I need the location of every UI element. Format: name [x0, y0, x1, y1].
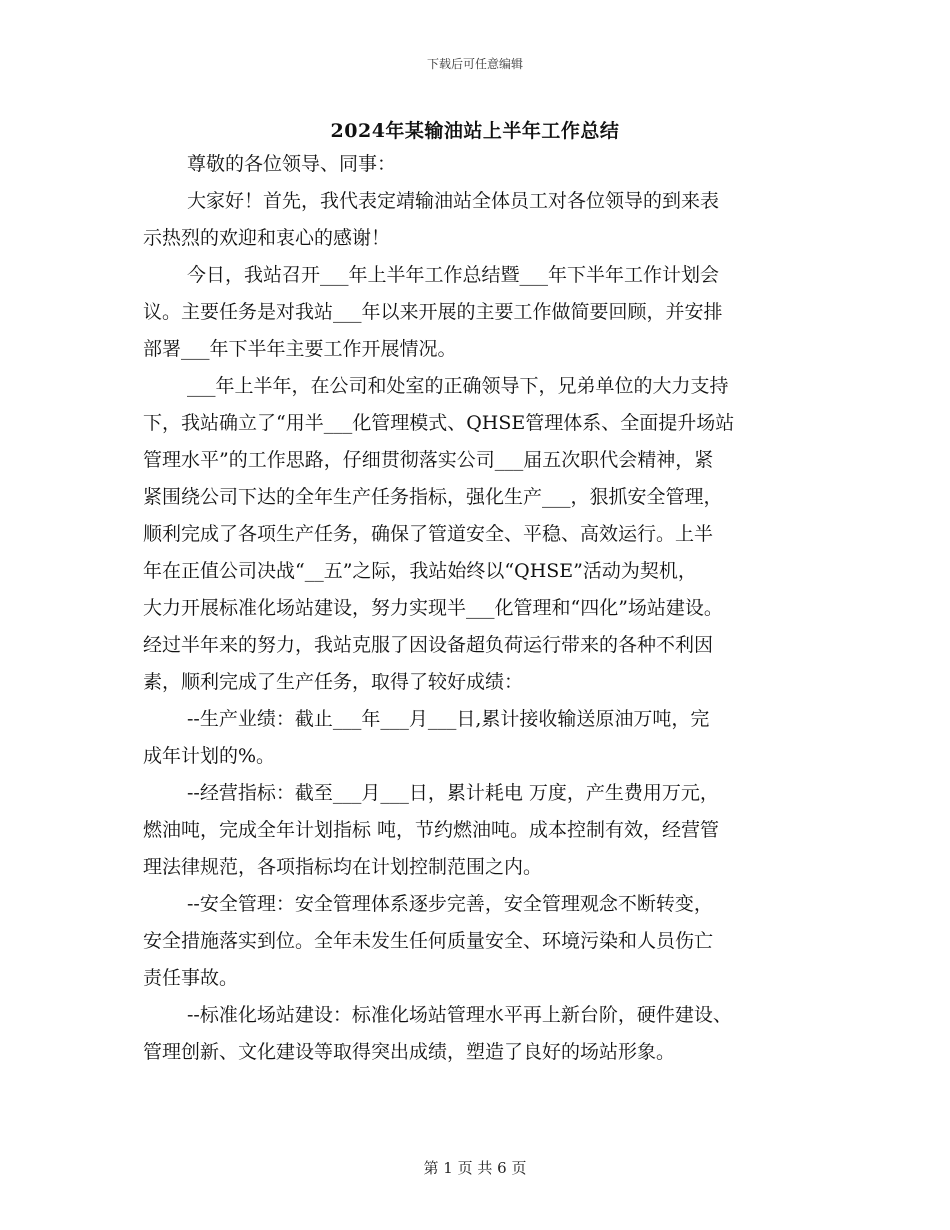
body-line: 年在正值公司决战“__五”之际，我站始终以“QHSE”活动为契机， [143, 560, 697, 582]
body-line: 议。主要任务是对我站___年以来开展的主要工作做简要回顾，并安排 [143, 301, 723, 323]
body-line: ___年上半年，在公司和处室的正确领导下，兄弟单位的大力支持 [187, 375, 729, 397]
body-line: 经过半年来的努力，我站克服了因设备超负荷运行带来的各种不利因 [143, 634, 714, 656]
body-line: 今日，我站召开___年上半年工作总结暨___年下半年工作计划会 [187, 264, 720, 286]
body-line: 尊敬的各位领导、同事： [187, 153, 397, 175]
body-line: 大家好！首先，我代表定靖输油站全体员工对各位领导的到来表 [187, 190, 720, 212]
body-line: 管理创新、文化建设等取得突出成绩，塑造了良好的场站形象。 [143, 1041, 676, 1063]
body-line: --生产业绩：截止___年___月___日,累计接收输送原油万吨，完 [187, 708, 710, 730]
body-line: 安全措施落实到位。全年未发生任何质量安全、环境污染和人员伤亡 [143, 930, 714, 952]
body-line: 管理水平”的工作思路，仔细贯彻落实公司___届五次职代会精神，紧 [143, 449, 714, 471]
page-number: 第 1 页 共 6 页 [423, 1159, 527, 1177]
body-line: 顺利完成了各项生产任务，确保了管道安全、平稳、高效运行。上半 [143, 523, 714, 545]
body-line: 燃油吨，完成全年计划指标 吨，节约燃油吨。成本控制有效，经营管 [143, 819, 720, 841]
document-title: 2024年某输油站上半年工作总结 [330, 120, 620, 142]
body-line: 紧围绕公司下达的全年生产任务指标，强化生产___，狠抓安全管理， [143, 486, 723, 508]
header-note: 下载后可任意编辑 [426, 57, 523, 71]
body-line: 大力开展标准化场站建设，努力实现半___化管理和“四化”场站建设。 [143, 597, 723, 619]
body-line: --经营指标：截至___月___日，累计耗电 万度，产生费用万元， [187, 782, 719, 804]
body-line: 示热烈的欢迎和衷心的感谢！ [143, 227, 391, 249]
body-line: 部署___年下半年主要工作开展情况。 [143, 338, 457, 360]
body-line: 责任事故。 [143, 967, 239, 989]
body-line: 素，顺利完成了生产任务，取得了较好成绩： [143, 671, 524, 693]
body-line: 理法律规范，各项指标均在计划控制范围之内。 [143, 856, 543, 878]
body-line: --标准化场站建设：标准化场站管理水平再上新台阶，硬件建设、 [187, 1004, 732, 1026]
body-line: 下，我站确立了“用半___化管理模式、QHSE管理体系、全面提升场站 [143, 412, 735, 434]
body-line: 成年计划的%。 [143, 745, 276, 767]
document-body [143, 146, 818, 1071]
body-line: --安全管理：安全管理体系逐步完善，安全管理观念不断转变， [187, 893, 713, 915]
